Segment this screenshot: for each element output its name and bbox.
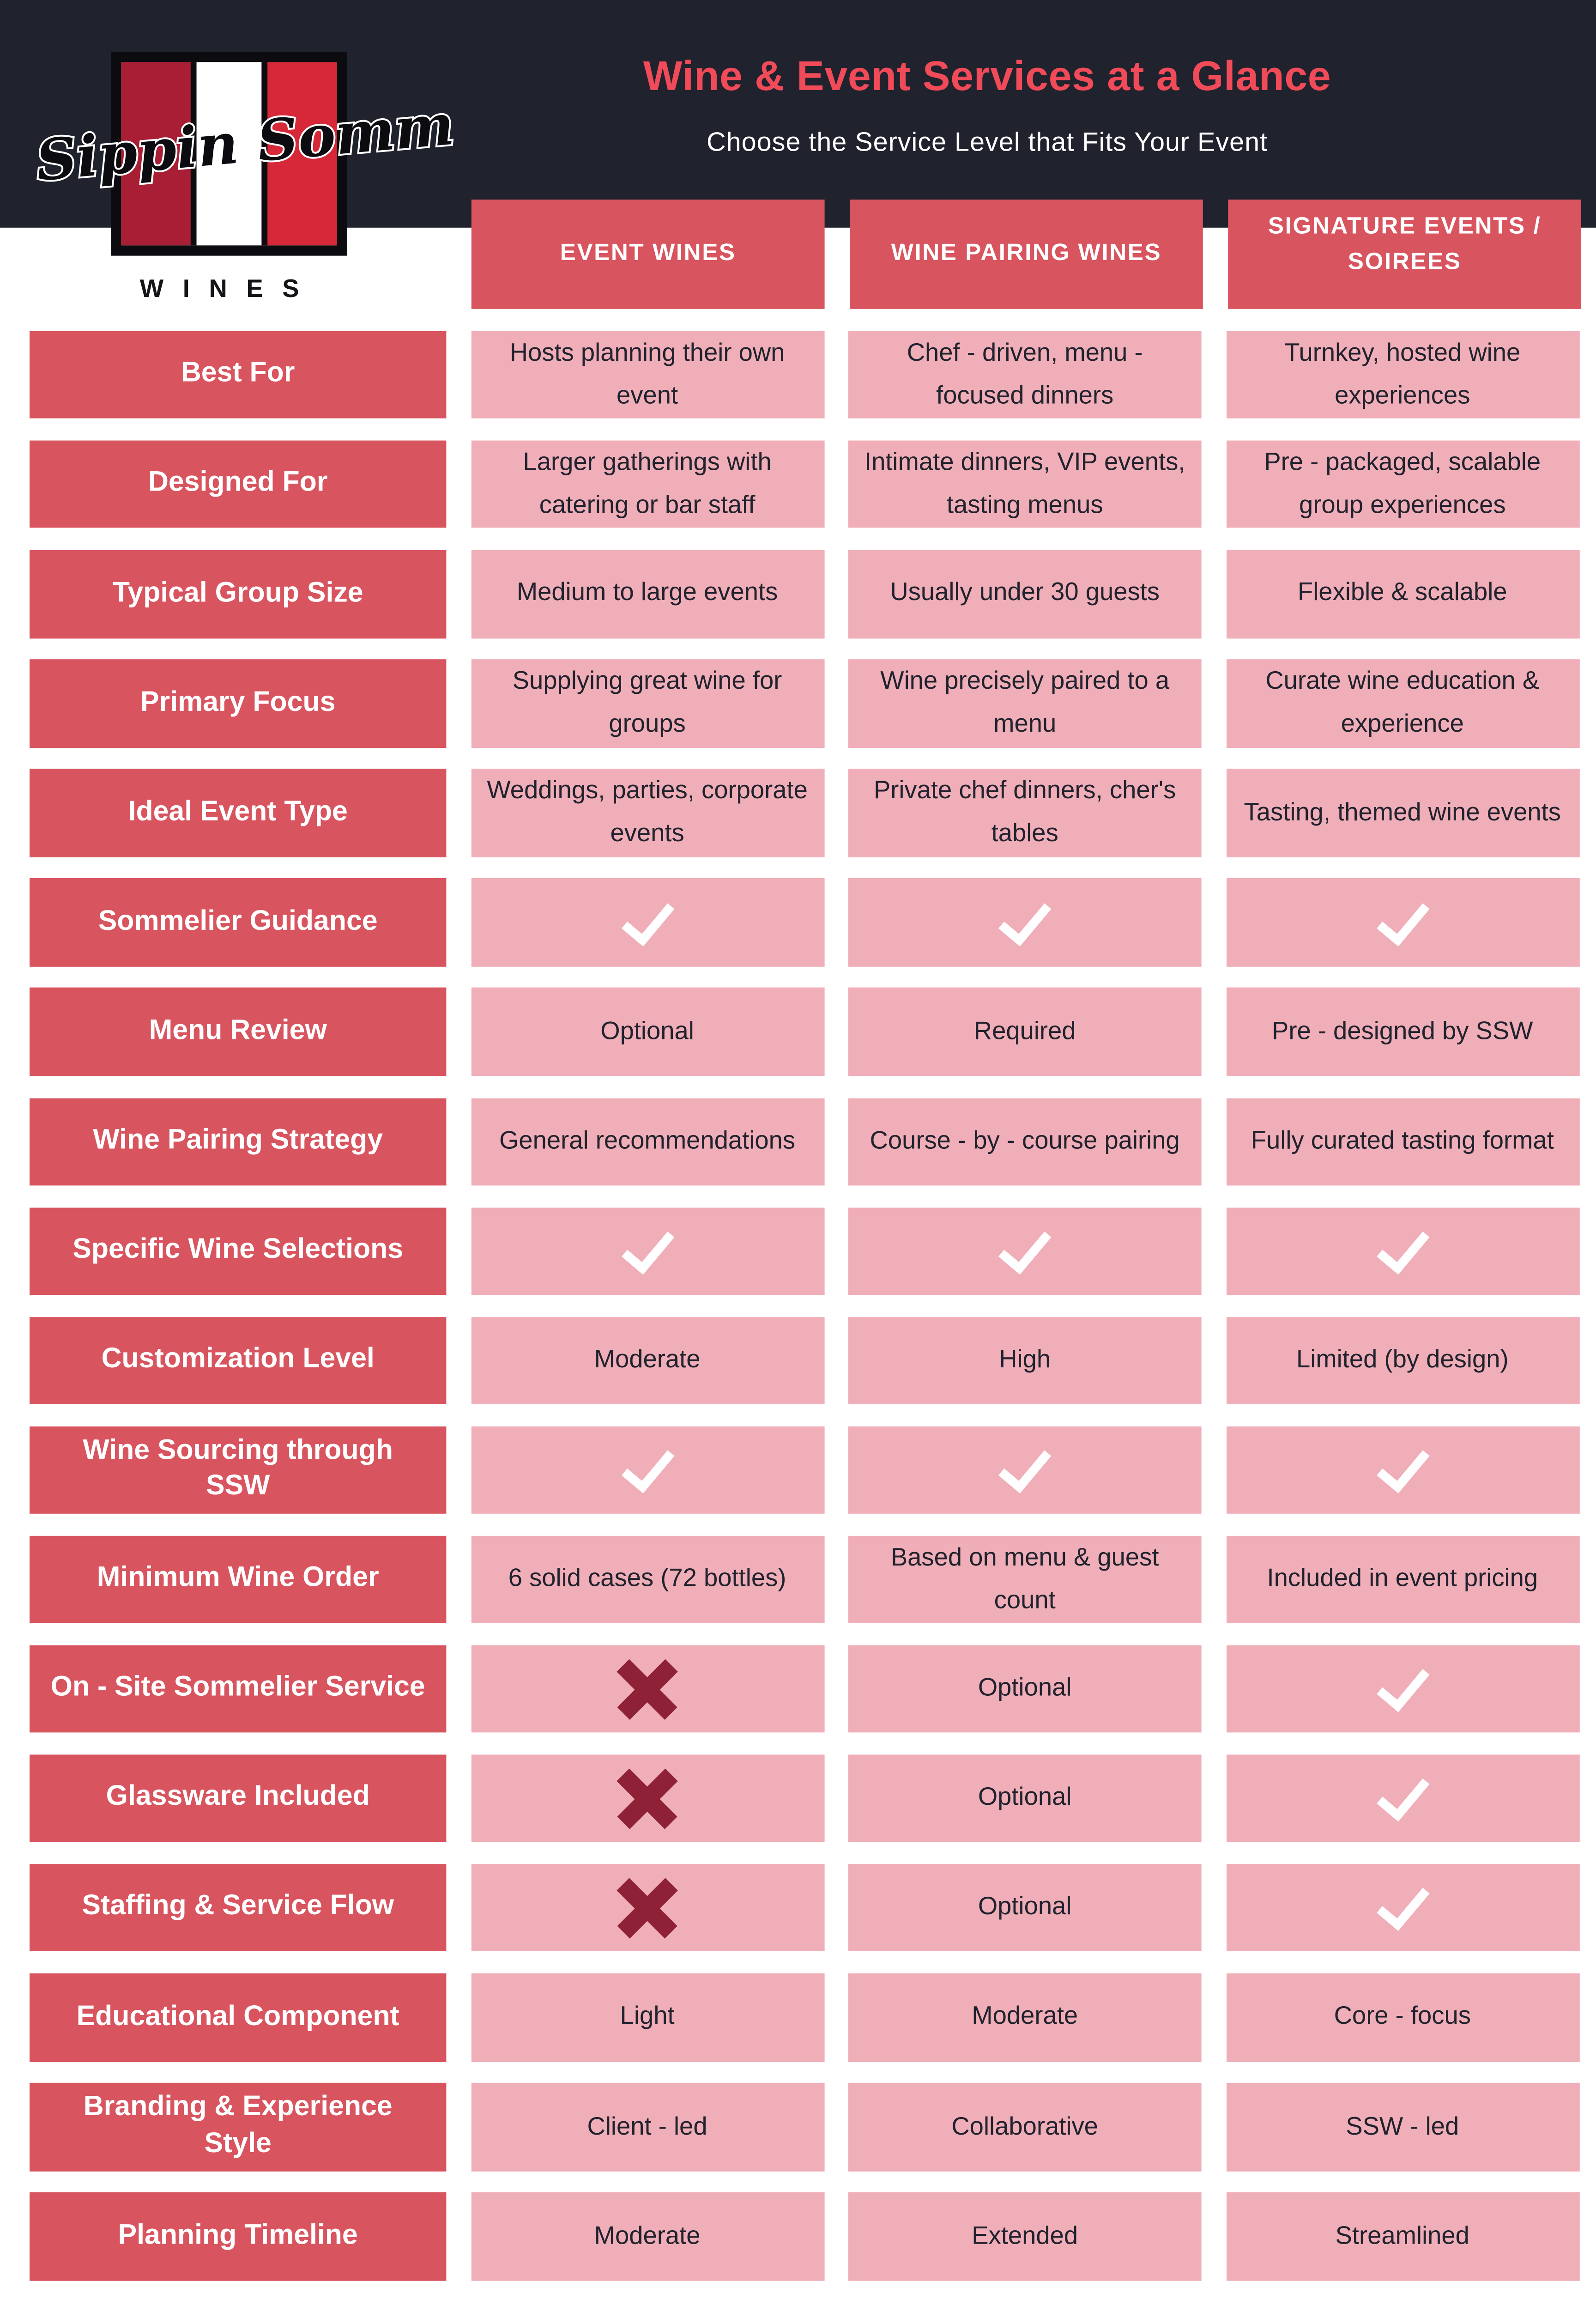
table-cell	[471, 1645, 824, 1733]
check-icon	[1376, 1766, 1429, 1822]
table-cell: 6 solid cases (72 bottles)	[471, 1535, 824, 1623]
brand-script-name: Sippin Somm	[33, 91, 457, 194]
table-cell	[1226, 1207, 1579, 1295]
row-label: Glassware Included	[30, 1754, 446, 1842]
row-label: Menu Review	[30, 988, 446, 1076]
table-cell: Pre - packaged, scalable group experiences	[1226, 441, 1579, 528]
x-icon	[621, 1663, 674, 1716]
column-header-event-wines: EVENT WINES	[472, 200, 825, 309]
table-cell: Extended	[848, 2193, 1202, 2281]
table-cell: SSW - led	[1226, 2083, 1579, 2171]
row-label: Typical Group Size	[30, 550, 446, 638]
table-cell	[471, 1207, 824, 1295]
table-cell: Streamlined	[1226, 2193, 1579, 2281]
check-icon	[1376, 890, 1429, 946]
check-icon	[998, 890, 1051, 946]
row-label: Educational Component	[30, 1974, 446, 2062]
row-label: Wine Pairing Strategy	[30, 1098, 446, 1185]
check-icon	[1376, 1438, 1429, 1493]
table-cell: Optional	[471, 988, 824, 1076]
row-label: Planning Timeline	[30, 2193, 446, 2281]
table-cell: Hosts planning their own event	[471, 331, 824, 419]
table-cell: General recommendations	[471, 1098, 824, 1185]
row-label: Branding & Experience Style	[30, 2083, 446, 2171]
table-cell: Required	[848, 988, 1202, 1076]
table-cell	[1226, 1426, 1579, 1514]
row-label: Wine Sourcing through SSW	[30, 1426, 446, 1514]
table-cell: Based on menu & guest count	[848, 1535, 1202, 1623]
table-cell: High	[848, 1317, 1202, 1404]
table-cell	[1226, 1754, 1579, 1842]
column-header-wine-pairing-wines: WINE PAIRING WINES	[850, 200, 1203, 309]
table-cell	[471, 1754, 824, 1842]
table-cell	[471, 879, 824, 966]
table-cell: Usually under 30 guests	[848, 550, 1202, 638]
check-icon	[1376, 1876, 1429, 1931]
row-label: Primary Focus	[30, 660, 446, 747]
row-label: On - Site Sommelier Service	[30, 1645, 446, 1733]
table-cell	[471, 1864, 824, 1952]
row-label: Customization Level	[30, 1317, 446, 1404]
table-cell: Client - led	[471, 2083, 824, 2171]
table-cell: Moderate	[471, 2193, 824, 2281]
table-cell: Moderate	[848, 1974, 1202, 2062]
row-label: Specific Wine Selections	[30, 1207, 446, 1295]
table-cell: Weddings, parties, corporate events	[471, 769, 824, 857]
check-icon	[998, 1438, 1051, 1493]
table-cell: Optional	[848, 1864, 1202, 1952]
table-cell	[848, 1426, 1202, 1514]
table-cell: Medium to large events	[471, 550, 824, 638]
table-cell	[471, 1426, 824, 1514]
check-icon	[621, 1438, 673, 1493]
table-cell: Intimate dinners, VIP events, tasting menus	[848, 441, 1202, 528]
check-icon	[621, 1219, 673, 1274]
table-cell: Limited (by design)	[1226, 1317, 1579, 1404]
check-icon	[621, 890, 673, 946]
table-cell: Flexible & scalable	[1226, 550, 1579, 638]
check-icon	[1376, 1657, 1429, 1712]
x-icon	[621, 1772, 674, 1825]
table-cell: Private chef dinners, cher's tables	[848, 769, 1202, 857]
table-cell: Included in event pricing	[1226, 1535, 1579, 1623]
table-cell: Optional	[848, 1754, 1202, 1842]
table-cell: Curate wine education & experience	[1226, 660, 1579, 747]
table-cell	[1226, 1864, 1579, 1952]
row-label: Ideal Event Type	[30, 769, 446, 857]
table-cell: Larger gatherings with catering or bar staff	[471, 441, 824, 528]
column-header-signature-events: SIGNATURE EVENTS / SOIREES	[1228, 200, 1581, 309]
table-cell	[1226, 879, 1579, 966]
table-cell: Light	[471, 1974, 824, 2062]
column-headers	[472, 200, 1581, 309]
table-cell: Collaborative	[848, 2083, 1202, 2171]
page-title: Wine & Event Services at a Glance	[643, 53, 1331, 99]
table-cell	[1226, 1645, 1579, 1733]
table-cell	[848, 1207, 1202, 1295]
row-label: Minimum Wine Order	[30, 1535, 446, 1623]
comparison-table	[30, 331, 1579, 2281]
table-cell	[848, 879, 1202, 966]
heading	[476, 53, 1498, 158]
table-cell: Optional	[848, 1645, 1202, 1733]
table-cell: Wine precisely paired to a menu	[848, 660, 1202, 747]
table-cell: Core - focus	[1226, 1974, 1579, 2062]
row-label: Best For	[30, 331, 446, 419]
page-subtitle: Choose the Service Level that Fits Your Event	[707, 127, 1268, 157]
table-cell: Pre - designed by SSW	[1226, 988, 1579, 1076]
table-cell: Course - by - course pairing	[848, 1098, 1202, 1185]
x-icon	[621, 1881, 674, 1935]
row-label: Staffing & Service Flow	[30, 1864, 446, 1952]
check-icon	[1376, 1219, 1429, 1274]
table-cell: Fully curated tasting format	[1226, 1098, 1579, 1185]
table-cell: Tasting, themed wine events	[1226, 769, 1579, 857]
brand-wordmark: WINES	[139, 275, 319, 303]
table-cell: Chef - driven, menu - focused dinners	[848, 331, 1202, 419]
check-icon	[998, 1219, 1051, 1274]
row-label: Designed For	[30, 441, 446, 528]
row-label: Sommelier Guidance	[30, 879, 446, 966]
table-cell: Turnkey, hosted wine experiences	[1226, 331, 1579, 419]
table-cell: Supplying great wine for groups	[471, 660, 824, 747]
table-cell: Moderate	[471, 1317, 824, 1404]
